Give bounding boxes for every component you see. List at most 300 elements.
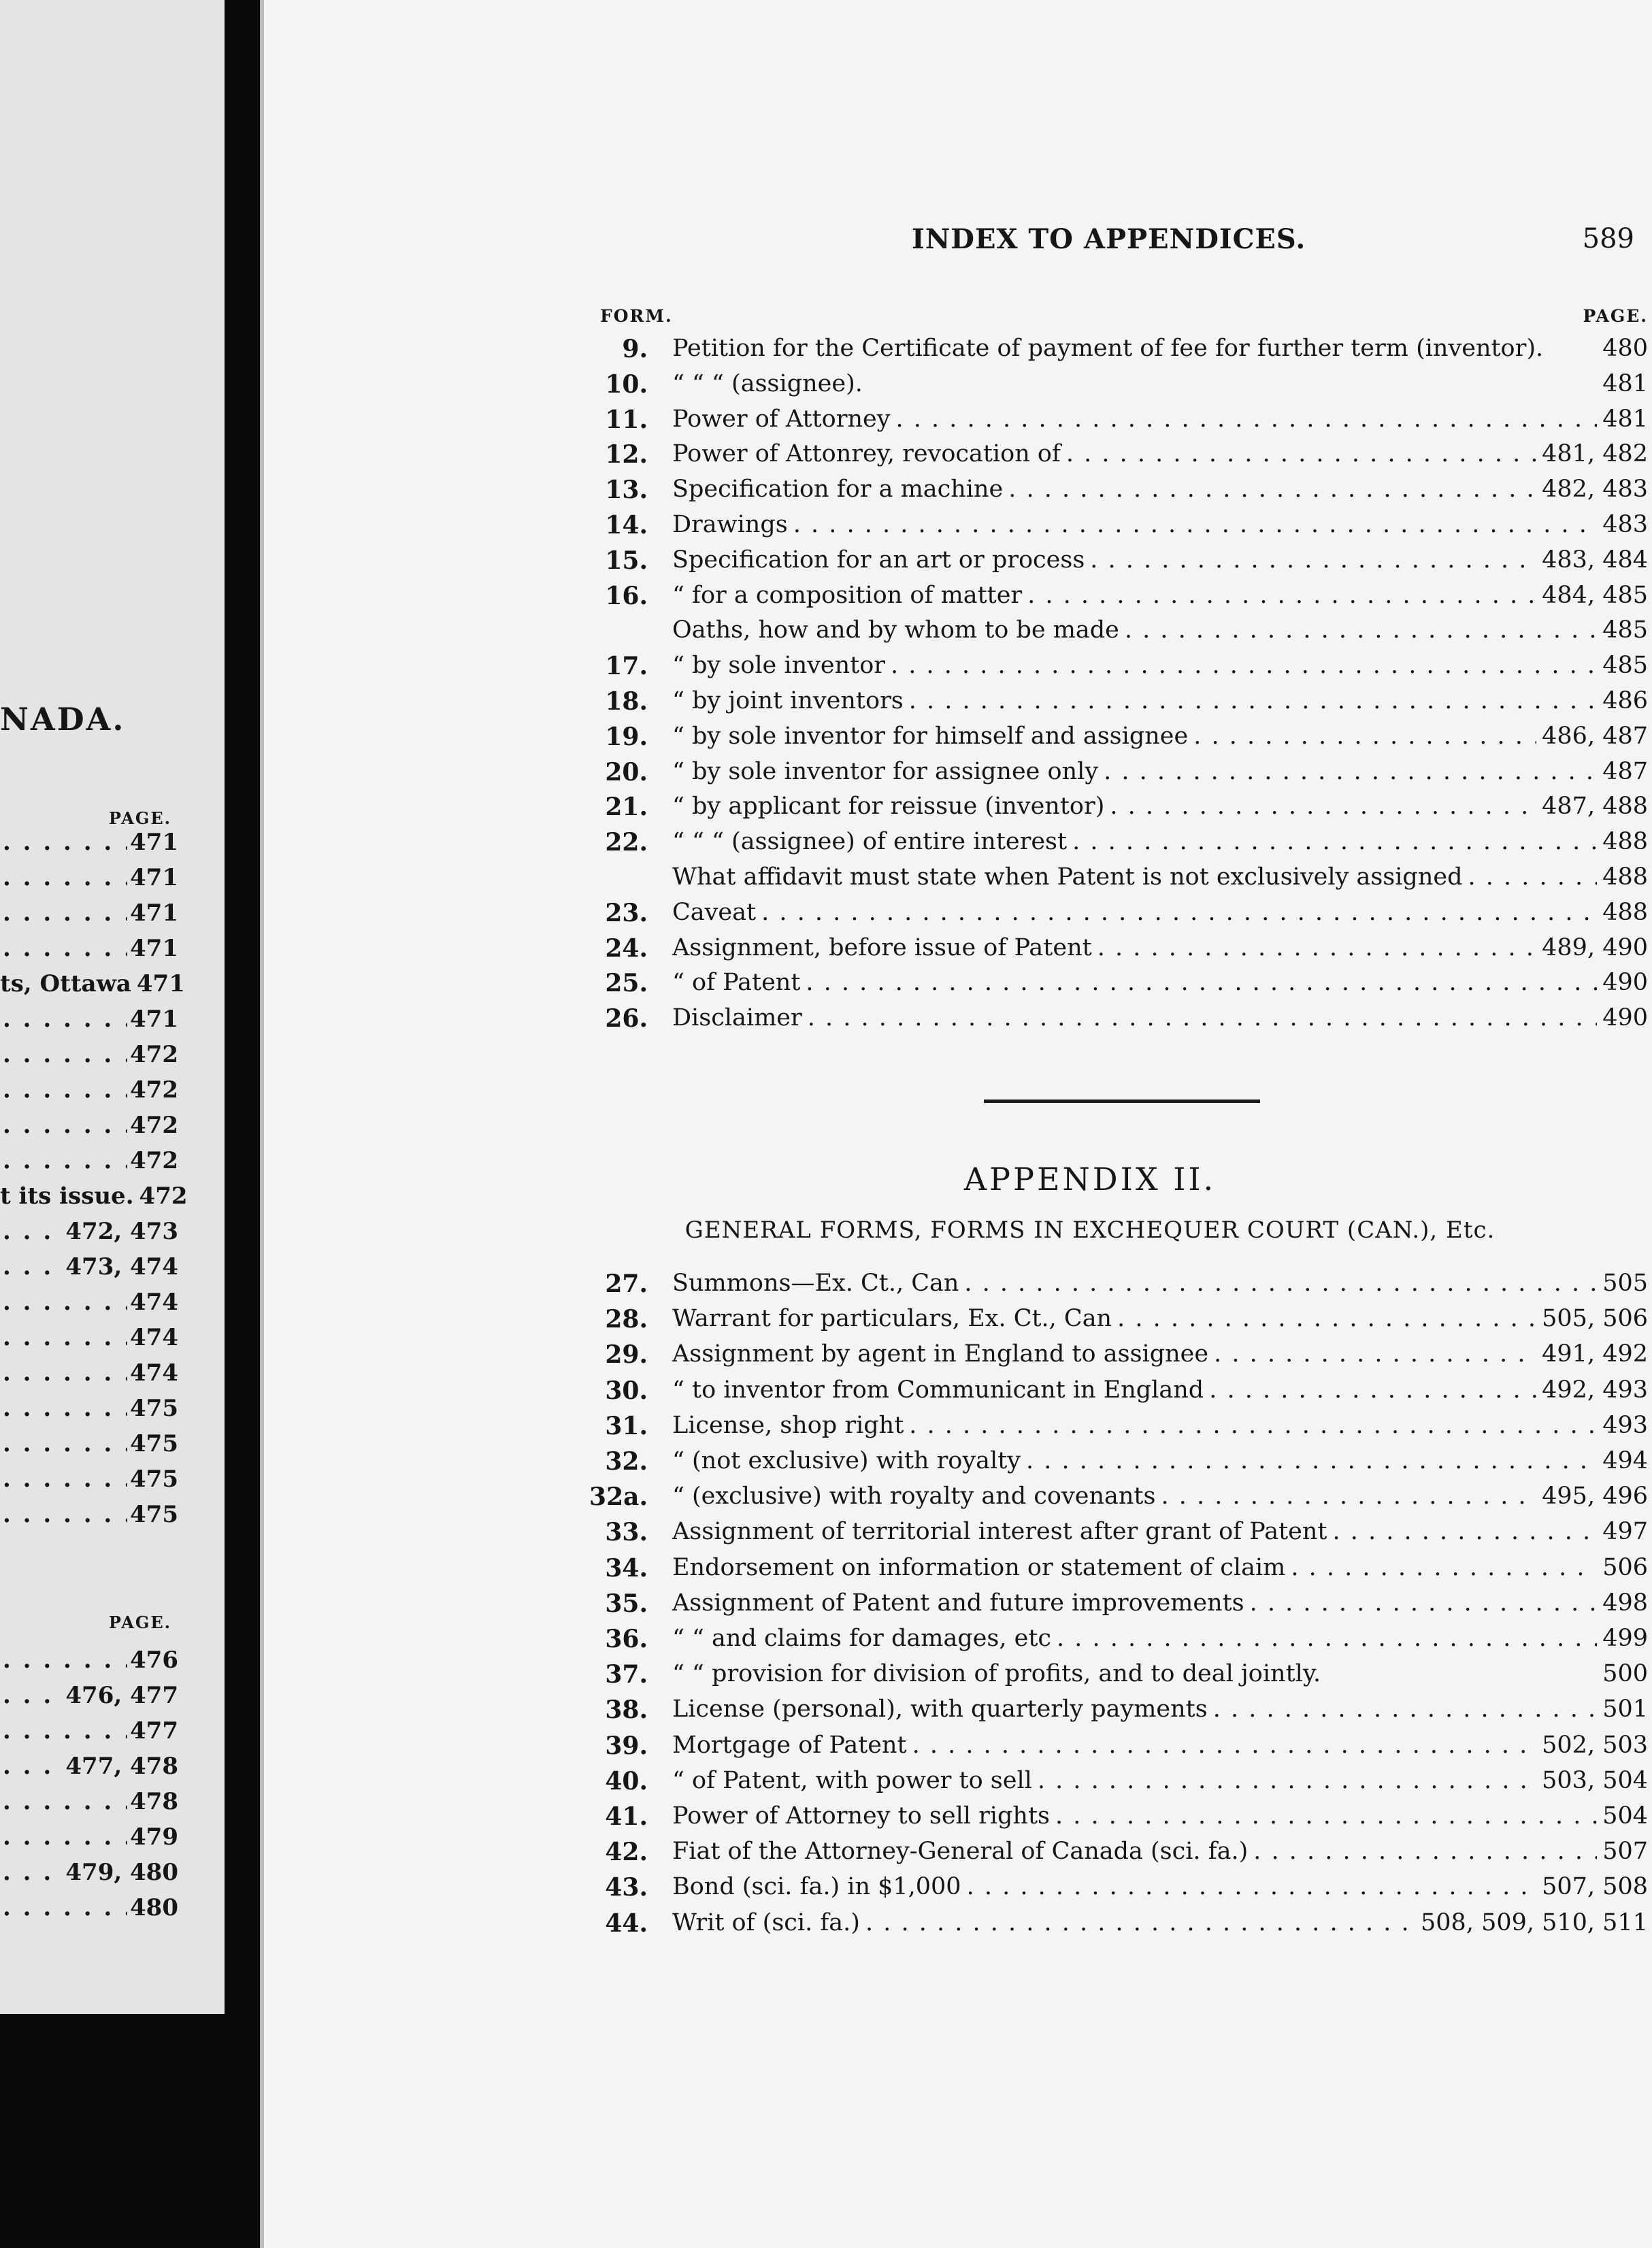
form-number: 31. bbox=[605, 1411, 648, 1440]
dot-leader bbox=[3, 1501, 127, 1528]
entry-line bbox=[672, 1376, 1648, 1404]
dot-leader bbox=[1057, 1625, 1597, 1652]
entry-description: “ to inventor from Communicant in England bbox=[672, 1376, 1204, 1404]
entry-description: Disclaimer bbox=[672, 1004, 802, 1032]
left-page-row-page: 479 bbox=[130, 1823, 178, 1851]
dot-leader bbox=[3, 1076, 127, 1104]
entry-page-reference: 495, 496 bbox=[1542, 1483, 1648, 1510]
index-entry bbox=[532, 1732, 1648, 1766]
index-entry bbox=[532, 370, 1648, 404]
left-page-row bbox=[0, 1501, 178, 1535]
dot-leader bbox=[1250, 1589, 1598, 1617]
index-entry bbox=[532, 758, 1648, 792]
right-page bbox=[260, 0, 1652, 2248]
index-entry bbox=[532, 476, 1648, 510]
left-page-row bbox=[0, 1823, 178, 1857]
left-page-row-page: 477 bbox=[130, 1717, 178, 1745]
entry-line bbox=[672, 1447, 1648, 1474]
form-number: 43. bbox=[605, 1873, 648, 1902]
index-entry bbox=[532, 1838, 1648, 1872]
index-content bbox=[532, 0, 1648, 2248]
form-number: 10. bbox=[605, 369, 648, 399]
left-page-row-page: 475 bbox=[130, 1501, 178, 1528]
entry-page-reference: 497 bbox=[1602, 1518, 1648, 1546]
entry-description: Assignment of Patent and future improvements bbox=[672, 1589, 1244, 1617]
index-entry bbox=[532, 1660, 1648, 1694]
entry-page-reference: 491, 492 bbox=[1542, 1340, 1648, 1368]
dot-leader bbox=[1026, 1447, 1597, 1474]
entry-description: Mortgage of Patent bbox=[672, 1731, 907, 1759]
form-number: 27. bbox=[605, 1270, 648, 1298]
entry-description: Assignment of territorial interest after grant of Patent bbox=[672, 1518, 1327, 1546]
dot-leader bbox=[3, 1466, 127, 1493]
dot-leader bbox=[1161, 1483, 1536, 1510]
entry-line bbox=[672, 616, 1648, 644]
left-page-row-page: 480 bbox=[130, 1894, 178, 1921]
entry-line bbox=[672, 1518, 1648, 1545]
entry-description: “ by sole inventor for assignee only bbox=[672, 757, 1099, 785]
entry-line bbox=[672, 370, 1648, 397]
entry-line bbox=[672, 758, 1648, 785]
entry-description: “ by sole inventor bbox=[672, 652, 886, 680]
left-page-row bbox=[0, 1324, 178, 1358]
entry-page-reference: 480 bbox=[1602, 335, 1648, 362]
form-number: 19. bbox=[605, 722, 648, 751]
left-page-row bbox=[0, 829, 178, 863]
entry-description: Caveat bbox=[672, 898, 757, 926]
left-page-row bbox=[0, 1112, 178, 1146]
index-entry bbox=[532, 652, 1648, 686]
entry-description: Assignment by agent in England to assignee bbox=[672, 1340, 1209, 1368]
left-page-row bbox=[0, 1183, 188, 1217]
entry-line bbox=[672, 1004, 1648, 1031]
index-entry bbox=[532, 1625, 1648, 1659]
index-entry bbox=[532, 1909, 1648, 1943]
form-number: 15. bbox=[605, 546, 648, 575]
entry-description: Summons—Ex. Ct., Can bbox=[672, 1270, 959, 1297]
entry-page-reference: 490 bbox=[1602, 969, 1648, 997]
entry-page-reference: 500 bbox=[1602, 1660, 1648, 1688]
left-page-row bbox=[0, 1647, 178, 1681]
entry-page-reference: 493 bbox=[1602, 1411, 1648, 1439]
dot-leader bbox=[3, 899, 127, 927]
entry-line bbox=[672, 934, 1648, 961]
entry-page-reference: 485 bbox=[1602, 616, 1648, 644]
running-head-title: INDEX TO APPENDICES. bbox=[912, 223, 1306, 255]
form-number: 44. bbox=[605, 1908, 648, 1938]
entry-description: What affidavit must state when Patent is not exclusively assigned bbox=[672, 863, 1463, 891]
entry-page-reference: 481 bbox=[1602, 405, 1648, 433]
form-number: 16. bbox=[605, 581, 648, 610]
entry-line bbox=[672, 511, 1648, 538]
left-page-row-page: 471 bbox=[130, 899, 178, 927]
left-page-row bbox=[0, 864, 178, 898]
left-page-row-page: 472 bbox=[139, 1183, 188, 1210]
index-entry bbox=[532, 1447, 1648, 1481]
dot-leader bbox=[3, 829, 127, 856]
entry-page-reference: 481 bbox=[1602, 369, 1648, 397]
dot-leader bbox=[1291, 1554, 1597, 1581]
entry-page-reference: 498 bbox=[1602, 1589, 1648, 1617]
dot-leader bbox=[3, 1253, 63, 1280]
entry-description: Fiat of the Attorney-General of Canada (sci. fa.) bbox=[672, 1838, 1249, 1866]
left-page-row-page: 475 bbox=[130, 1466, 178, 1493]
entry-page-reference: 482, 483 bbox=[1542, 476, 1648, 503]
dot-leader bbox=[865, 1909, 1415, 1936]
left-page-row-page: 472 bbox=[130, 1112, 178, 1139]
left-page-row bbox=[0, 1289, 178, 1323]
gutter-shadow bbox=[260, 0, 264, 2248]
index-entry bbox=[532, 1589, 1648, 1623]
dot-leader bbox=[891, 652, 1597, 679]
entry-page-reference: 483, 484 bbox=[1542, 546, 1648, 574]
entry-description: “ by joint inventors bbox=[672, 687, 904, 714]
page-column-label: PAGE. bbox=[1583, 306, 1648, 326]
left-page-row-page: 472, 473 bbox=[65, 1218, 178, 1245]
dot-leader bbox=[1027, 582, 1536, 609]
entry-description: Power of Attorney bbox=[672, 405, 891, 433]
left-page-row-page: 472 bbox=[130, 1076, 178, 1104]
dot-leader bbox=[3, 1218, 63, 1245]
entry-description: “ by sole inventor for himself and assignee bbox=[672, 722, 1189, 750]
dot-leader bbox=[1468, 863, 1598, 891]
dot-leader bbox=[3, 1859, 63, 1886]
left-page-row-page: 476 bbox=[130, 1647, 178, 1674]
index-entry bbox=[532, 1376, 1648, 1410]
dot-leader bbox=[1214, 1340, 1536, 1368]
left-page-row bbox=[0, 1253, 178, 1287]
left-page-row bbox=[0, 1717, 178, 1751]
entry-line bbox=[672, 1802, 1648, 1830]
entry-description: Petition for the Certificate of payment of fee for further term (inventor). bbox=[672, 335, 1544, 362]
left-page-row bbox=[0, 1894, 178, 1928]
left-page-row-text: t its issue. bbox=[0, 1183, 134, 1210]
index-entry bbox=[532, 616, 1648, 650]
form-number: 38. bbox=[605, 1696, 648, 1725]
left-page-row bbox=[0, 935, 178, 969]
appendix-subheading: GENERAL FORMS, FORMS IN EXCHEQUER COURT (CAN.), Etc. bbox=[684, 1217, 1496, 1244]
index-entry bbox=[532, 934, 1648, 968]
dot-leader bbox=[896, 406, 1598, 433]
left-page-row-page: 476, 477 bbox=[65, 1682, 178, 1709]
index-entry bbox=[532, 1270, 1648, 1304]
index-entry bbox=[532, 899, 1648, 933]
left-page-row bbox=[0, 1041, 178, 1075]
left-page-column-label-2: PAGE. bbox=[108, 1613, 171, 1632]
left-page-row bbox=[0, 1753, 178, 1787]
index-entry bbox=[532, 1767, 1648, 1801]
left-page-row bbox=[0, 899, 178, 933]
index-entry bbox=[532, 1340, 1648, 1374]
dot-leader bbox=[808, 1004, 1597, 1031]
index-entry bbox=[532, 582, 1648, 616]
entry-description: “ “ “ (assignee) of entire interest bbox=[672, 828, 1068, 856]
index-entry bbox=[532, 1873, 1648, 1907]
index-entry bbox=[532, 723, 1648, 757]
dot-leader bbox=[3, 1359, 127, 1387]
entry-line bbox=[672, 476, 1648, 503]
entry-line bbox=[672, 723, 1648, 750]
left-page-row bbox=[0, 1859, 178, 1893]
entry-line bbox=[672, 1696, 1648, 1723]
left-page-row bbox=[0, 1218, 178, 1252]
index-entry bbox=[532, 1305, 1648, 1339]
form-number: 25. bbox=[605, 969, 648, 998]
entry-page-reference: 507, 508 bbox=[1542, 1873, 1648, 1901]
entry-page-reference: 484, 485 bbox=[1542, 581, 1648, 609]
index-entry bbox=[532, 1554, 1648, 1588]
entry-line bbox=[672, 1340, 1648, 1368]
entry-line bbox=[672, 1625, 1648, 1652]
dot-leader bbox=[3, 1894, 127, 1921]
entry-line bbox=[672, 440, 1648, 467]
entry-line bbox=[672, 1270, 1648, 1297]
dot-leader bbox=[3, 1753, 63, 1780]
entry-page-reference: 494 bbox=[1602, 1447, 1648, 1474]
entry-page-reference: 488 bbox=[1602, 898, 1648, 926]
entry-line bbox=[672, 793, 1648, 820]
dot-leader bbox=[1110, 793, 1536, 820]
entry-line bbox=[672, 969, 1648, 996]
left-page-row bbox=[0, 1682, 178, 1716]
entry-description: Oaths, how and by whom to be made bbox=[672, 616, 1119, 644]
entry-line bbox=[672, 1554, 1648, 1581]
entry-description: Specification for a machine bbox=[672, 476, 1004, 503]
form-number: 14. bbox=[605, 511, 648, 540]
dot-leader bbox=[761, 899, 1597, 926]
dot-leader bbox=[3, 1395, 127, 1422]
entry-line bbox=[672, 1589, 1648, 1617]
left-page-row bbox=[0, 1359, 178, 1393]
left-page-row bbox=[0, 970, 185, 1004]
form-number: 32. bbox=[605, 1447, 648, 1476]
form-number: 42. bbox=[605, 1838, 648, 1867]
entry-page-reference: 489, 490 bbox=[1542, 933, 1648, 961]
form-number: 18. bbox=[605, 687, 648, 716]
left-page-row-page: 471 bbox=[130, 935, 178, 962]
entry-line bbox=[672, 1412, 1648, 1439]
left-page-row-page: 478 bbox=[130, 1788, 178, 1815]
ornamental-rule bbox=[984, 1100, 1260, 1103]
dot-leader bbox=[1055, 1802, 1597, 1830]
entry-description: “ “ provision for division of profits, and to deal jointly. bbox=[672, 1660, 1321, 1688]
dot-leader bbox=[3, 935, 127, 962]
page-number: 589 bbox=[1582, 223, 1634, 254]
entry-page-reference: 504 bbox=[1602, 1802, 1648, 1830]
entry-description: Power of Attorney to sell rights bbox=[672, 1802, 1050, 1830]
form-number: 40. bbox=[605, 1766, 648, 1796]
entry-line bbox=[672, 1483, 1648, 1510]
index-entry bbox=[532, 969, 1648, 1003]
form-number: 28. bbox=[605, 1305, 648, 1334]
index-entry bbox=[532, 863, 1648, 897]
left-page-row bbox=[0, 1466, 178, 1500]
dot-leader bbox=[1253, 1838, 1597, 1865]
entry-line bbox=[672, 1305, 1648, 1332]
form-number: 35. bbox=[605, 1589, 648, 1618]
entry-description: Power of Attonrey, revocation of bbox=[672, 440, 1061, 468]
dot-leader bbox=[3, 1647, 127, 1674]
left-page-row bbox=[0, 1430, 178, 1464]
left-page-row-page: 474 bbox=[130, 1359, 178, 1387]
form-number: 22. bbox=[605, 828, 648, 857]
left-page-row-page: 471 bbox=[130, 1006, 178, 1033]
dot-leader bbox=[1038, 1767, 1536, 1794]
entry-line bbox=[672, 899, 1648, 926]
entry-page-reference: 492, 493 bbox=[1542, 1376, 1648, 1404]
entry-page-reference: 483 bbox=[1602, 511, 1648, 538]
form-number: 9. bbox=[622, 335, 648, 363]
entry-line bbox=[672, 546, 1648, 574]
form-number: 39. bbox=[605, 1731, 648, 1760]
entry-line bbox=[672, 863, 1648, 891]
dot-leader bbox=[3, 1324, 127, 1351]
index-entry bbox=[532, 335, 1648, 369]
entry-page-reference: 502, 503 bbox=[1542, 1731, 1648, 1759]
left-page-row-text: ts, Ottawa bbox=[0, 970, 131, 997]
dot-leader bbox=[1193, 723, 1536, 750]
dot-leader bbox=[3, 1788, 127, 1815]
entry-line bbox=[672, 687, 1648, 714]
index-entry bbox=[532, 1802, 1648, 1836]
dot-leader bbox=[3, 1112, 127, 1139]
index-entry bbox=[532, 546, 1648, 580]
entry-description: “ of Patent, with power to sell bbox=[672, 1766, 1032, 1794]
dot-leader bbox=[793, 511, 1597, 538]
dot-leader bbox=[1332, 1518, 1597, 1545]
appendix-heading: APPENDIX II. bbox=[963, 1161, 1217, 1197]
left-page-row-page: 471 bbox=[130, 829, 178, 856]
entry-page-reference: 487 bbox=[1602, 757, 1648, 785]
left-page-heading: NADA. bbox=[0, 701, 126, 738]
entry-line bbox=[672, 1873, 1648, 1900]
entry-line bbox=[672, 652, 1648, 679]
entry-page-reference: 501 bbox=[1602, 1696, 1648, 1723]
dot-leader bbox=[909, 1412, 1597, 1439]
entry-line bbox=[672, 1767, 1648, 1794]
left-page-row-page: 477, 478 bbox=[65, 1753, 178, 1780]
index-entry bbox=[532, 1412, 1648, 1446]
entry-page-reference: 503, 504 bbox=[1542, 1766, 1648, 1794]
entry-page-reference: 505, 506 bbox=[1542, 1305, 1648, 1333]
dot-leader bbox=[806, 969, 1597, 996]
form-number: 21. bbox=[605, 793, 648, 822]
form-number: 26. bbox=[605, 1004, 648, 1034]
entry-page-reference: 488 bbox=[1602, 863, 1648, 891]
form-number: 17. bbox=[605, 652, 648, 681]
form-column-label: FORM. bbox=[600, 306, 673, 326]
entry-description: “ “ and claims for damages, etc bbox=[672, 1625, 1052, 1652]
entry-description: “ “ “ (assignee). bbox=[672, 369, 863, 397]
dot-leader bbox=[909, 687, 1597, 714]
form-number: 36. bbox=[605, 1625, 648, 1653]
entry-description: Warrant for particulars, Ex. Ct., Can bbox=[672, 1305, 1112, 1333]
dot-leader bbox=[3, 1717, 127, 1745]
dot-leader bbox=[3, 1430, 127, 1457]
left-page-row-page: 471 bbox=[136, 970, 185, 997]
entry-page-reference: 488 bbox=[1602, 828, 1648, 856]
entry-line bbox=[672, 1660, 1648, 1687]
index-entry bbox=[532, 828, 1648, 862]
entry-page-reference: 481, 482 bbox=[1542, 440, 1648, 468]
form-number: 33. bbox=[605, 1518, 648, 1547]
left-page-row-page: 472 bbox=[130, 1041, 178, 1068]
entry-description: “ of Patent bbox=[672, 969, 801, 997]
left-page-row-page: 475 bbox=[130, 1430, 178, 1457]
entry-description: Writ of (sci. fa.) bbox=[672, 1908, 860, 1936]
dot-leader bbox=[3, 1823, 127, 1851]
form-number: 34. bbox=[605, 1553, 648, 1583]
entry-page-reference: 485 bbox=[1602, 652, 1648, 680]
dot-leader bbox=[967, 1873, 1537, 1900]
left-page-row bbox=[0, 1788, 178, 1822]
left-page-row-page: 472 bbox=[130, 1147, 178, 1174]
dot-leader bbox=[912, 1732, 1537, 1759]
dot-leader bbox=[3, 1041, 127, 1068]
left-page-row bbox=[0, 1395, 178, 1429]
left-facing-page bbox=[0, 0, 225, 2014]
index-entry bbox=[532, 687, 1648, 721]
entry-description: License, shop right bbox=[672, 1411, 904, 1439]
entry-page-reference: 490 bbox=[1602, 1004, 1648, 1032]
entry-description: “ for a composition of matter bbox=[672, 581, 1023, 609]
entry-description: Specification for an art or process bbox=[672, 546, 1085, 574]
left-page-row-page: 473, 474 bbox=[65, 1253, 178, 1280]
index-entry bbox=[532, 440, 1648, 474]
entry-page-reference: 486 bbox=[1602, 687, 1648, 714]
dot-leader bbox=[1117, 1305, 1536, 1332]
index-entry bbox=[532, 511, 1648, 545]
form-number: 20. bbox=[605, 757, 648, 787]
left-page-row-page: 475 bbox=[130, 1395, 178, 1422]
entry-description: Bond (sci. fa.) in $1,000 bbox=[672, 1873, 961, 1901]
entry-description: License (personal), with quarterly payments bbox=[672, 1696, 1208, 1723]
left-page-column-label: PAGE. bbox=[108, 808, 171, 828]
entry-description: Drawings bbox=[672, 511, 788, 538]
form-number: 24. bbox=[605, 933, 648, 963]
form-number: 13. bbox=[605, 476, 648, 505]
entry-line bbox=[672, 582, 1648, 609]
index-entry bbox=[532, 406, 1648, 440]
form-number: 23. bbox=[605, 898, 648, 927]
form-number: 30. bbox=[605, 1376, 648, 1405]
left-page-row-page: 474 bbox=[130, 1324, 178, 1351]
entry-description: “ (exclusive) with royalty and covenants bbox=[672, 1483, 1156, 1510]
dot-leader bbox=[3, 1147, 127, 1174]
left-page-row bbox=[0, 1147, 178, 1181]
left-page-row bbox=[0, 1076, 178, 1110]
dot-leader bbox=[1008, 476, 1536, 503]
dot-leader bbox=[1104, 758, 1597, 785]
entry-page-reference: 499 bbox=[1602, 1625, 1648, 1652]
entry-page-reference: 506 bbox=[1602, 1553, 1648, 1581]
entry-description: Assignment, before issue of Patent bbox=[672, 933, 1092, 961]
entry-page-reference: 486, 487 bbox=[1542, 722, 1648, 750]
entry-page-reference: 508, 509, 510, 511 bbox=[1421, 1908, 1648, 1936]
entry-page-reference: 487, 488 bbox=[1542, 793, 1648, 821]
index-entry bbox=[532, 793, 1648, 827]
entry-description: “ by applicant for reissue (inventor) bbox=[672, 793, 1105, 821]
entry-description: Endorsement on information or statement of claim bbox=[672, 1553, 1286, 1581]
entry-page-reference: 507 bbox=[1602, 1838, 1648, 1866]
dot-leader bbox=[1072, 828, 1597, 855]
entry-description: “ (not exclusive) with royalty bbox=[672, 1447, 1021, 1474]
index-entry bbox=[532, 1004, 1648, 1038]
entry-line bbox=[672, 406, 1648, 433]
left-page-row-page: 471 bbox=[130, 864, 178, 891]
form-number: 32a. bbox=[589, 1483, 648, 1512]
dot-leader bbox=[964, 1270, 1597, 1297]
